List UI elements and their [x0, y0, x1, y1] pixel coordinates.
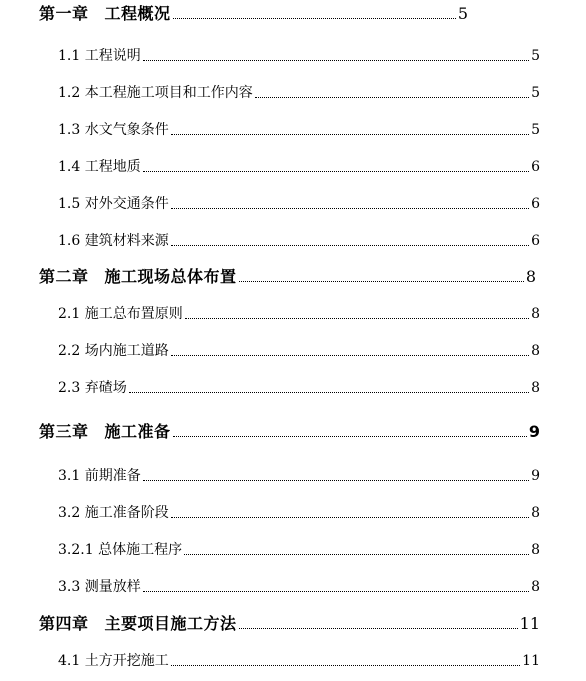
dot-leader: [239, 628, 518, 629]
toc-entry-title: [58, 466, 141, 486]
toc-entry-title: [58, 194, 169, 214]
toc-entry-title: [58, 83, 253, 103]
toc-section-1-2[interactable]: [0, 79, 586, 103]
dot-leader: [171, 134, 529, 135]
dot-leader: [171, 355, 529, 356]
toc-entry-title: [58, 540, 182, 560]
toc-entry-page: 5: [531, 122, 540, 138]
toc-entry-page: 5: [531, 48, 540, 64]
toc-entry-number: 3.1: [58, 468, 81, 484]
toc-entry-number: 1.2: [58, 85, 81, 101]
toc-entry-page: 9: [531, 468, 540, 484]
toc-entry-page: 5: [531, 85, 540, 101]
toc-entry-number: 1.5: [58, 196, 81, 212]
toc-entry-page: 5: [457, 4, 468, 23]
toc-section-2-2[interactable]: [0, 337, 586, 361]
toc-entry-title: [58, 120, 169, 140]
toc-section-4-1[interactable]: [0, 647, 586, 671]
toc-section-3-2-1[interactable]: [0, 536, 586, 560]
toc-entry-number: 3.2: [58, 505, 81, 521]
toc-entry-label: 本工程施工项目和工作内容: [84, 85, 253, 101]
toc-entry-number: 1.1: [58, 48, 81, 64]
toc-entry-page: 9: [528, 422, 540, 441]
toc-entry-page: 8: [531, 343, 540, 359]
toc-entry-number: 1.3: [58, 122, 81, 138]
toc-section-1-4[interactable]: [0, 153, 586, 177]
toc-chapter-2[interactable]: [0, 263, 586, 287]
toc-entry-label: 土方开挖施工: [84, 653, 169, 669]
toc-entry-label: 工程地质: [84, 159, 141, 175]
toc-entry-title: [39, 267, 237, 287]
toc-entry-title: [58, 577, 141, 597]
toc-entry-label: 施工总布置原则: [84, 306, 183, 322]
toc-entry-page: 6: [531, 159, 540, 175]
toc-entry-page: 8: [531, 306, 540, 322]
toc-entry-label: 施工现场总体布置: [104, 267, 237, 286]
dot-leader: [185, 318, 529, 319]
toc-entry-label: 弃碴场: [84, 380, 127, 396]
dot-leader: [173, 18, 456, 19]
toc-section-1-5[interactable]: [0, 190, 586, 214]
toc-entry-label: 建筑材料来源: [84, 233, 169, 249]
toc-entry-title: [58, 651, 169, 671]
toc-entry-number: 2.3: [58, 380, 81, 396]
toc-entry-number: 第三章: [39, 422, 89, 441]
dot-leader: [143, 60, 529, 61]
toc-section-3-2[interactable]: [0, 499, 586, 523]
toc-entry-number: 第一章: [39, 4, 89, 23]
toc-entry-page: 8: [525, 267, 536, 286]
dot-leader: [171, 245, 529, 246]
toc-entry-label: 前期准备: [84, 468, 141, 484]
toc-entry-number: 1.4: [58, 159, 81, 175]
toc-entry-number: 3.3: [58, 579, 81, 595]
toc-entry-number: 3.2.1: [58, 542, 94, 558]
toc-entry-label: 工程概况: [104, 4, 171, 23]
toc-entry-page: 8: [531, 542, 540, 558]
toc-section-1-3[interactable]: [0, 116, 586, 140]
toc-chapter-1[interactable]: [0, 0, 586, 24]
toc-entry-page: 11: [519, 614, 540, 633]
toc-entry-title: [39, 422, 171, 442]
dot-leader: [129, 392, 529, 393]
toc-entry-label: 水文气象条件: [84, 122, 169, 138]
toc-entry-number: 2.2: [58, 343, 81, 359]
toc-entry-page: 6: [531, 196, 540, 212]
toc-entry-title: [58, 378, 127, 398]
toc-entry-page: 8: [531, 579, 540, 595]
toc-section-1-1[interactable]: [0, 42, 586, 66]
toc-entry-number: 4.1: [58, 653, 81, 669]
toc-entry-page: 8: [531, 380, 540, 396]
dot-leader: [171, 208, 529, 209]
toc-section-2-3[interactable]: [0, 374, 586, 398]
dot-leader: [143, 480, 529, 481]
toc-entry-label: 对外交通条件: [84, 196, 169, 212]
toc-entry-label: 场内施工道路: [84, 343, 169, 359]
toc-entry-title: [58, 503, 169, 523]
toc-section-3-3[interactable]: [0, 573, 586, 597]
toc-entry-page: 11: [522, 653, 540, 669]
toc-entry-label: 总体施工程序: [98, 542, 183, 558]
dot-leader: [171, 517, 529, 518]
toc-entry-page: 8: [531, 505, 540, 521]
toc-chapter-4[interactable]: [0, 610, 586, 634]
dot-leader: [143, 171, 529, 172]
toc-entry-label: 施工准备: [104, 422, 171, 441]
toc-entry-number: 2.1: [58, 306, 81, 322]
toc-entry-title: [58, 46, 141, 66]
toc-entry-title: [39, 4, 171, 24]
dot-leader: [173, 436, 527, 437]
dot-leader: [255, 97, 529, 98]
toc-entry-number: 第二章: [39, 267, 89, 286]
toc-section-1-6[interactable]: [0, 227, 586, 251]
toc-entry-label: 工程说明: [84, 48, 141, 64]
toc-entry-label: 主要项目施工方法: [104, 614, 237, 633]
toc-entry-number: 1.6: [58, 233, 81, 249]
dot-leader: [171, 665, 520, 666]
toc-section-2-1[interactable]: [0, 300, 586, 324]
toc-entry-number: 第四章: [39, 614, 89, 633]
dot-leader: [239, 281, 524, 282]
toc-entry-title: [58, 157, 141, 177]
toc-entry-title: [58, 341, 169, 361]
toc-entry-title: [39, 614, 237, 634]
dot-leader: [143, 591, 529, 592]
toc-entry-label: 施工准备阶段: [84, 505, 169, 521]
toc-entry-title: [58, 231, 169, 251]
toc-chapter-3[interactable]: [0, 418, 586, 442]
toc-section-3-1[interactable]: [0, 462, 586, 486]
toc-entry-page: 6: [531, 233, 540, 249]
toc-entry-title: [58, 304, 183, 324]
dot-leader: [184, 554, 529, 555]
toc-entry-label: 测量放样: [84, 579, 141, 595]
